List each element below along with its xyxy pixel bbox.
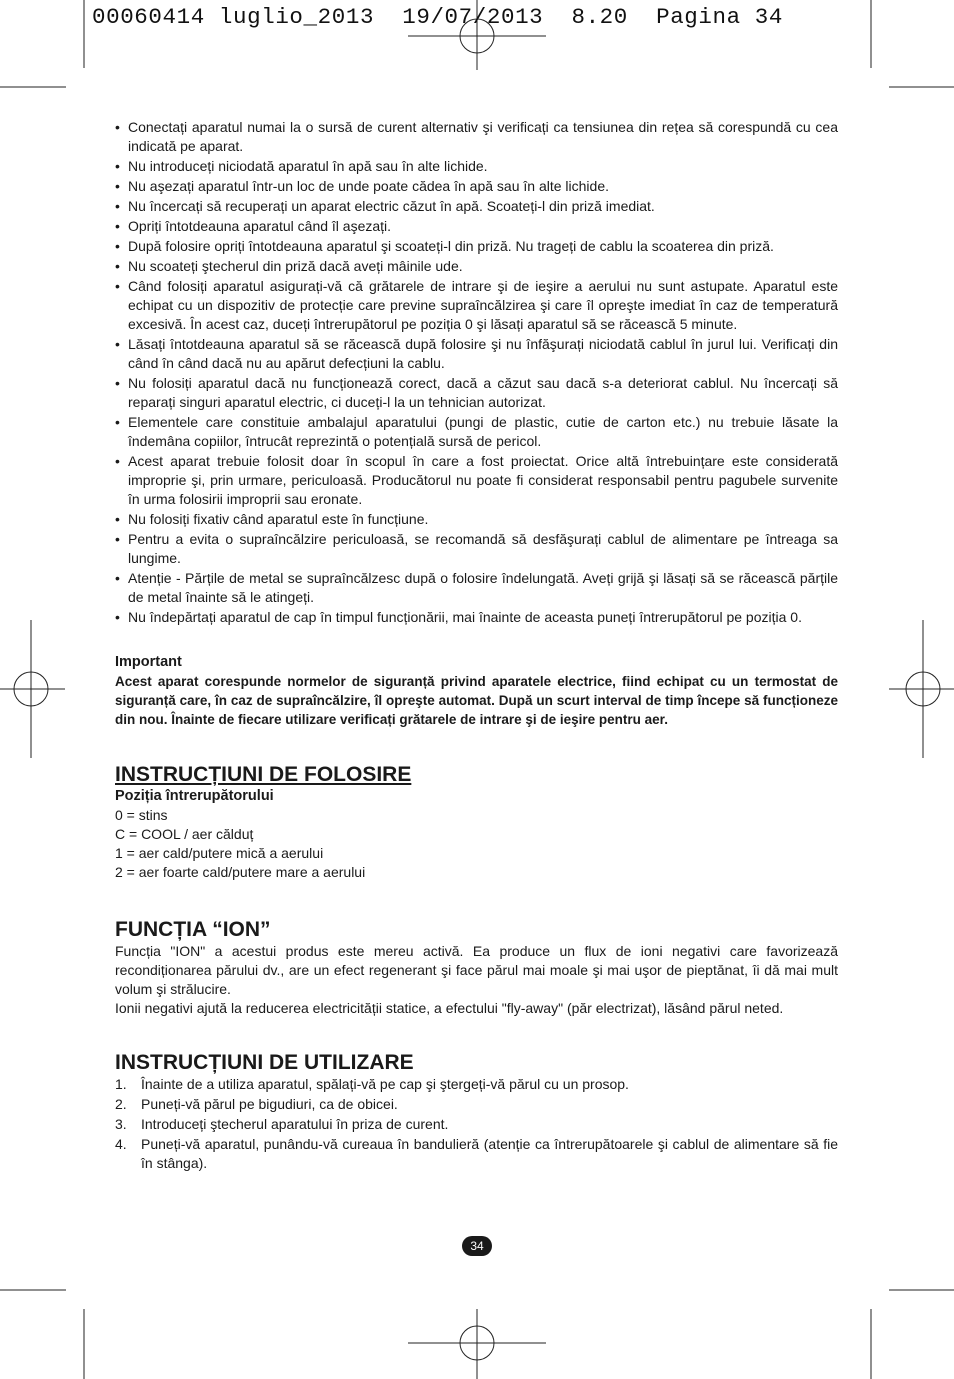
ion-paragraph: Ionii negativi ajută la reducerea electricității statice, a efectului "fly-away" (păr electrizat), lăsând părul neted. (115, 1000, 784, 1016)
bullet-text: Lăsați întotdeauna aparatul să se răcească după folosire şi nu înfăşurați niciodată cablul în jurul lui. Verificați din când în când dacă nu au apărut defecțiuni la cablu. (128, 336, 838, 371)
safety-bullet-item (115, 157, 838, 176)
safety-bullet-item (115, 257, 838, 276)
bullet-text: Nu introduceți niciodată aparatul în apă sau în alte lichide. (128, 158, 488, 174)
safety-bullet-list (115, 118, 838, 627)
step-number: 3. (115, 1116, 127, 1132)
step-text: Înainte de a utiliza aparatul, spălați-vă pe cap şi ştergeți-vă părul cu un prosop. (141, 1076, 629, 1092)
bullet-text: Nu folosiți fixativ când aparatul este în funcțiune. (128, 511, 429, 527)
safety-bullet-item (115, 413, 838, 451)
safety-bullet-item (115, 530, 838, 568)
switch-position-item: 2 = aer foarte cald/putere mare a aerului (115, 864, 366, 880)
switch-position-item: 1 = aer cald/putere mică a aerului (115, 845, 324, 861)
step-number: 2. (115, 1096, 127, 1112)
section-title-utilizare: INSTRUCȚIUNI DE UTILIZARE (115, 1051, 414, 1074)
safety-bullet-item (115, 374, 838, 412)
bullet-text: Pentru a evita o supraîncălzire periculoasă, se recomandă să desfăşurați cablul de alimentare pe întreaga sa lungime. (128, 531, 838, 566)
bullet-text: După folosire opriți întotdeauna aparatul şi scoateți-l din priză. Nu trageți de cablu la scoaterea din priză. (128, 238, 774, 254)
step-text: Puneți-vă aparatul, punându-vă cureaua în bandulieră (atenție ca întrerupătoarele şi cablul de alimentare să fie în stânga). (141, 1136, 838, 1171)
bullet-text: Când folosiți aparatul asigurați-vă că grătarele de intrare şi de ieşire a aerului nu sunt astupate. Aparatul este echipat cu un dispozitiv de protecție care previne supraîncălzirea şi care îl opreşte imediat în caz de temperatură excesivă. În acest caz, duceți întrerupătorul pe poziția 0 şi lăsați aparatul să se răcească 5 minute. (128, 278, 838, 332)
safety-bullet-item (115, 335, 838, 373)
bullet-marker: • (115, 158, 120, 174)
bullet-text: Nu scoateți ştecherul din priză dacă aveți mâinile ude. (128, 258, 463, 274)
bullet-text: Atenție - Părțile de metal se supraîncălzesc după o folosire îndelungată. Aveți grijă şi lăsați să se răcească părțile de metal înainte să le atingeți. (128, 570, 838, 605)
bullet-marker: • (115, 414, 120, 430)
bullet-marker: • (115, 278, 120, 294)
page-number-badge: 34 (462, 1236, 492, 1256)
bullet-marker: • (115, 258, 120, 274)
safety-bullet-item (115, 569, 838, 607)
safety-bullet-item (115, 217, 838, 236)
bullet-marker: • (115, 336, 120, 352)
safety-bullet-item (115, 177, 838, 196)
bullet-marker: • (115, 453, 120, 469)
bullet-marker: • (115, 609, 120, 625)
safety-bullet-item (115, 608, 838, 627)
step-text: Puneți-vă părul pe bigudiuri, ca de obicei. (141, 1096, 398, 1112)
usage-step (115, 1075, 838, 1094)
page-content (115, 118, 838, 1174)
bullet-marker: • (115, 238, 120, 254)
step-text: Introduceți ştecherul aparatului în priza de curent. (141, 1116, 449, 1132)
bullet-marker: • (115, 531, 120, 547)
safety-bullet-item (115, 118, 838, 156)
bullet-marker: • (115, 511, 120, 527)
bullet-text: Conectați aparatul numai la o sursă de curent alternativ şi verificați ca tensiunea din rețea să corespundă cu cea indicată pe aparat. (128, 119, 838, 154)
switch-position-list (115, 806, 838, 882)
switch-position-item: C = COOL / aer călduț (115, 826, 254, 842)
ion-paragraph: Funcția "ION" a acestui produs este mereu activă. Ea produce un flux de ioni negativi care favorizează recondiționarea părului dv., are un efect regenerant şi face părul mai moale şi mai uşor de pieptănat, îi dă mai mult volum şi strălucire. (115, 943, 838, 997)
print-slug-header: 00060414 luglio_2013 19/07/2013 8.20 Pagina 34 (92, 4, 784, 30)
safety-bullet-item (115, 277, 838, 334)
safety-bullet-item (115, 510, 838, 529)
safety-bullet-item (115, 452, 838, 509)
bullet-marker: • (115, 375, 120, 391)
bullet-text: Opriți întotdeauna aparatul când îl aşezați. (128, 218, 392, 234)
usage-step (115, 1095, 838, 1114)
step-number: 4. (115, 1136, 127, 1152)
usage-step (115, 1135, 838, 1173)
usage-step (115, 1115, 838, 1134)
safety-bullet-item (115, 237, 838, 256)
bullet-marker: • (115, 178, 120, 194)
bullet-text: Nu aşezați aparatul într-un loc de unde poate cădea în apă sau în alte lichide. (128, 178, 609, 194)
safety-bullet-item (115, 197, 838, 216)
bullet-text: Acest aparat trebuie folosit doar în scopul în care a fost proiectat. Orice altă întrebuințare este considerată improprie şi, prin urmare, periculoasă. Producătorul nu poate fi considerat responsabil pentru pagubele survenite în urma folosirii improprii sau eronate. (128, 453, 838, 507)
bullet-marker: • (115, 218, 120, 234)
bullet-text: Nu folosiți aparatul dacă nu funcționează corect, dacă a căzut sau dacă s-a deteriorat cablul. Nu încercați să reparați singuri aparatul electric, ci duceți-l la un tehnician autorizat. (128, 375, 838, 410)
important-notice (115, 653, 838, 729)
switch-position-item: 0 = stins (115, 807, 168, 823)
switch-position-subtitle: Poziția întrerupătorului (115, 788, 274, 804)
bullet-text: Nu îndepărtați aparatul de cap în timpul funcționării, mai înainte de aceasta puneți întrerupătorul pe poziția 0. (128, 609, 802, 625)
important-title: Important (115, 654, 182, 670)
usage-steps-list (115, 1075, 838, 1173)
step-number: 1. (115, 1076, 127, 1092)
bullet-text: Elementele care constituie ambalajul aparatului (pungi de plastic, cutie de carton etc.) nu trebuie lăsate la îndemâna copiilor, întrucât reprezintă o potențială sursă de pericol. (128, 414, 838, 449)
section-title-folosire: INSTRUCȚIUNI DE FOLOSIRE (115, 763, 412, 786)
bullet-marker: • (115, 198, 120, 214)
bullet-marker: • (115, 570, 120, 586)
bullet-marker: • (115, 119, 120, 135)
bullet-text: Nu încercați să recuperați un aparat electric căzut în apă. Scoateți-l din priză imediat. (128, 198, 655, 214)
section-title-ion: FUNCȚIA “ION” (115, 918, 271, 941)
important-text: Acest aparat corespunde normelor de siguranță privind aparatele electrice, fiind echipat cu un termostat de siguranță care, în caz de supraîncălzire, îl opreşte automat. După un scurt interval de timp începe să funcționeze din nou. Înainte de fiecare utilizare verificați grătarele de intrare şi de ieşire pentru aer. (115, 674, 838, 727)
